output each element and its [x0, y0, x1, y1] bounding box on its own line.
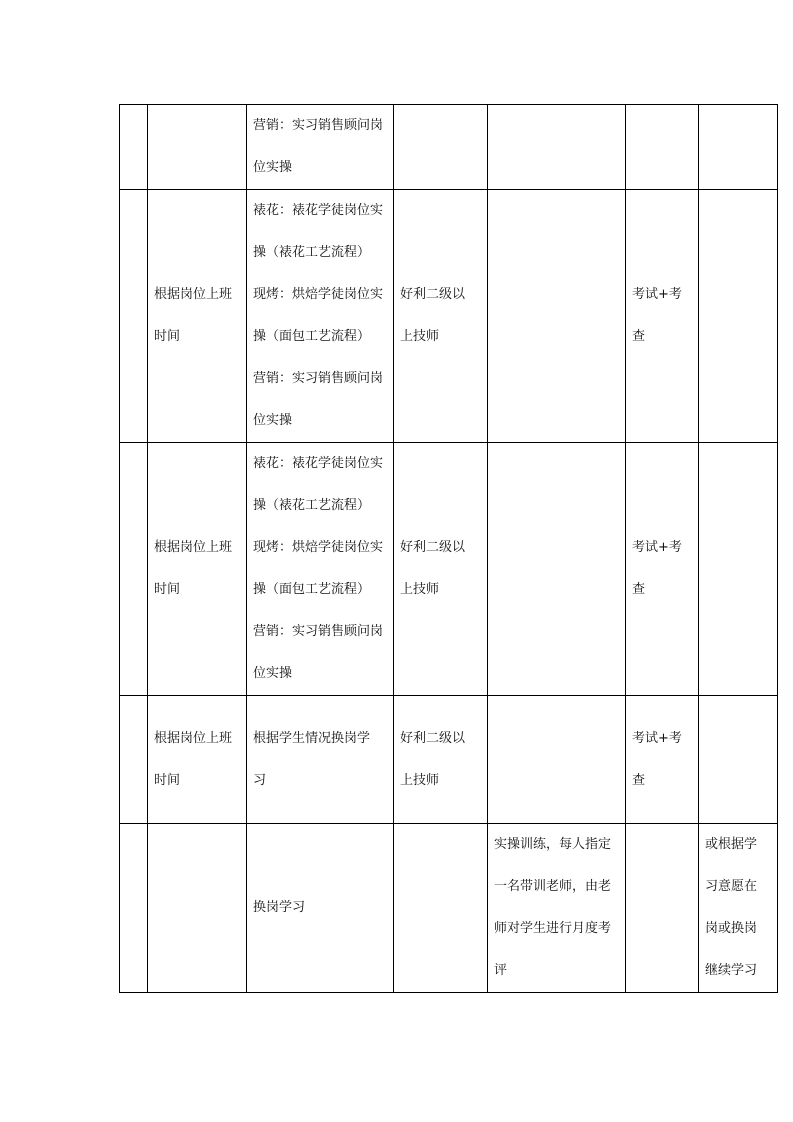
timing-cell	[148, 105, 247, 190]
cell-text-line: 考试+考	[632, 730, 682, 746]
cell-text-line: 考试+考	[632, 540, 682, 555]
teacher-cell	[394, 443, 488, 696]
cell-text-line: 查	[632, 772, 646, 788]
teacher-cell	[394, 190, 488, 443]
remark-cell	[699, 696, 778, 824]
index-cell	[120, 443, 148, 696]
assessment-cell	[626, 696, 699, 824]
cell-text-line: 时间	[154, 582, 181, 597]
teacher-cell	[394, 696, 488, 824]
assessment-cell	[626, 824, 699, 993]
content-cell	[247, 824, 394, 993]
cell-text-line: 继续学习	[705, 963, 758, 978]
remark-cell	[699, 824, 778, 993]
cell-text-line: 上技师	[400, 582, 440, 597]
teacher-cell	[394, 105, 488, 190]
assessment-cell	[626, 190, 699, 443]
cell-text-line: 岗或换岗	[705, 921, 758, 936]
cell-text-line: 师对学生进行月度考	[494, 921, 612, 936]
training-plan-table	[119, 104, 778, 993]
cell-text-line: 一名带训老师，由老	[494, 879, 612, 894]
remark-cell	[699, 190, 778, 443]
cell-text-line: 时间	[154, 329, 181, 344]
cell-text-line: 查	[632, 329, 646, 344]
remark-cell	[699, 105, 778, 190]
cell-text-line: 根据岗位上班	[154, 540, 233, 555]
cell-text-line: 根据岗位上班	[154, 730, 233, 746]
content-cell	[247, 696, 394, 824]
cell-text-line: 操（裱花工艺流程）	[253, 498, 371, 513]
timing-cell	[148, 443, 247, 696]
cell-text-line: 时间	[154, 772, 181, 788]
cell-text-line: 上技师	[400, 772, 440, 788]
assessment-cell	[626, 443, 699, 696]
method-cell	[488, 105, 626, 190]
cell-text-line: 营销：实习销售顾问岗	[253, 118, 384, 133]
table-row	[120, 105, 778, 190]
cell-text-line: 习	[253, 772, 267, 788]
method-cell	[488, 696, 626, 824]
table-row	[120, 824, 778, 993]
cell-text-line: 营销：实习销售顾问岗	[253, 371, 384, 386]
index-cell	[120, 190, 148, 443]
index-cell	[120, 696, 148, 824]
cell-text-line: 好利二级以	[400, 287, 466, 302]
cell-text-line: 或根据学	[705, 837, 758, 852]
table-row	[120, 696, 778, 824]
table-row	[120, 443, 778, 696]
method-cell	[488, 190, 626, 443]
index-cell	[120, 824, 148, 993]
cell-text-line: 裱花：裱花学徒岗位实	[253, 456, 384, 471]
index-cell	[120, 105, 148, 190]
timing-cell	[148, 696, 247, 824]
cell-text-line: 位实操	[253, 413, 293, 428]
cell-text-line: 换岗学习	[253, 900, 306, 915]
cell-text-line: 查	[632, 582, 646, 597]
cell-text-line: 操（面包工艺流程）	[253, 329, 371, 344]
cell-text-line: 习意愿在	[705, 879, 758, 894]
content-cell	[247, 105, 394, 190]
content-cell	[247, 190, 394, 443]
cell-text-line: 位实操	[253, 666, 293, 681]
cell-text-line: 考试+考	[632, 287, 682, 302]
content-cell	[247, 443, 394, 696]
cell-text-line: 现烤：烘焙学徒岗位实	[253, 540, 384, 555]
teacher-cell	[394, 824, 488, 993]
remark-cell	[699, 443, 778, 696]
cell-text-line: 好利二级以	[400, 730, 466, 746]
cell-text-line: 操（面包工艺流程）	[253, 582, 371, 597]
assessment-cell	[626, 105, 699, 190]
cell-text-line: 根据岗位上班	[154, 287, 233, 302]
table-row	[120, 190, 778, 443]
cell-text-line: 好利二级以	[400, 540, 466, 555]
cell-text-line: 裱花：裱花学徒岗位实	[253, 203, 384, 218]
cell-text-line: 现烤：烘焙学徒岗位实	[253, 287, 384, 302]
cell-text-line: 操（裱花工艺流程）	[253, 245, 371, 260]
timing-cell	[148, 824, 247, 993]
timing-cell	[148, 190, 247, 443]
cell-text-line: 营销：实习销售顾问岗	[253, 624, 384, 639]
cell-text-line: 实操训练，每人指定	[494, 837, 612, 852]
cell-text-line: 上技师	[400, 329, 440, 344]
cell-text-line: 位实操	[253, 160, 293, 175]
cell-text-line: 根据学生情况换岗学	[253, 730, 371, 746]
method-cell	[488, 824, 626, 993]
cell-text-line: 评	[494, 963, 508, 978]
method-cell	[488, 443, 626, 696]
